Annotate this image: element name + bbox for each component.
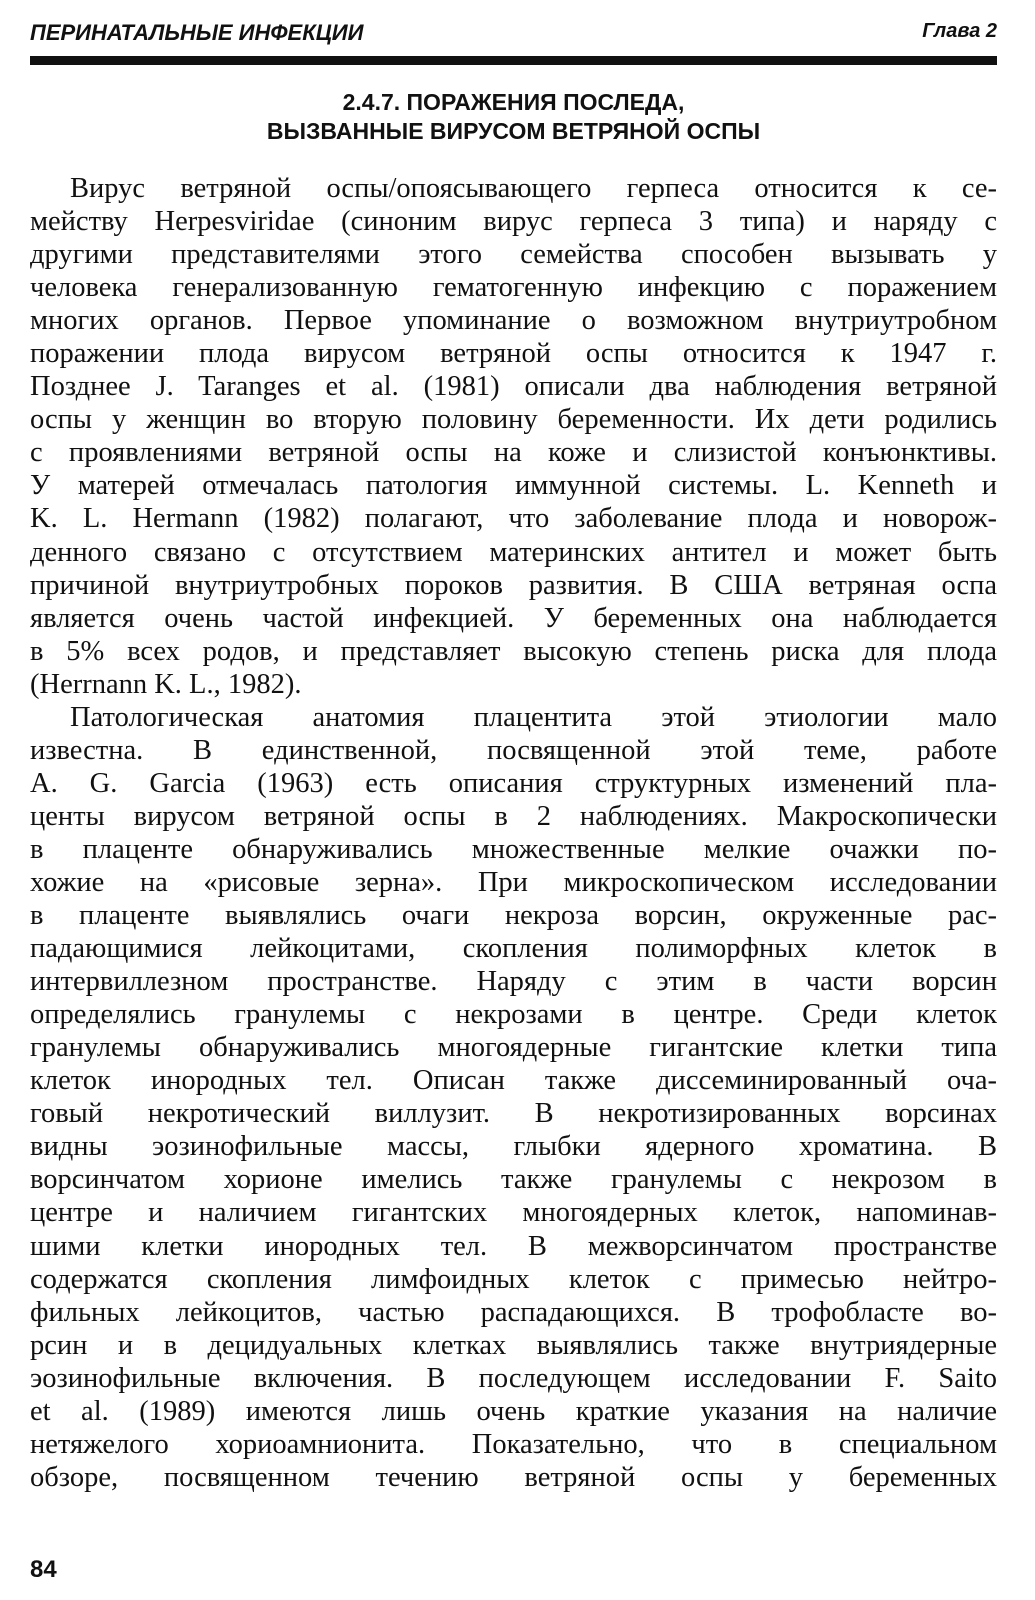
text-line: эозинофильные включения. В последующем исследовании F. Saito xyxy=(30,1362,997,1394)
text-line: с проявлениями ветряной оспы на коже и слизистой конъюнктивы. xyxy=(30,437,997,469)
text-line: является очень частой инфекцией. У беременных она наблюдается xyxy=(30,602,997,634)
text-line: (Herrnann K. L., 1982). xyxy=(30,668,302,700)
text-line: обзоре, посвященном течению ветряной оспы у беременных xyxy=(30,1461,997,1493)
text-line: A. G. Garcia (1963) есть описания структурных изменений пла- xyxy=(30,767,997,799)
text-line: центы вирусом ветряной оспы в 2 наблюдениях. Макроскопически xyxy=(30,800,997,832)
text-line: человека генерализованную гематогенную инфекцию с поражением xyxy=(30,272,997,304)
text-line: известна. В единственной, посвященной этой теме, работе xyxy=(30,734,997,766)
text-line: Позднее J. Taranges et al. (1981) описали два наблюдения ветряной xyxy=(30,371,997,403)
section-title xyxy=(30,88,997,146)
text-line: ворсинчатом хорионе имелись также гранулемы с некрозом в xyxy=(30,1164,997,1196)
text-line: в плаценте выявлялись очаги некроза ворсин, окруженные рас- xyxy=(30,900,997,932)
text-line: et al. (1989) имеются лишь очень краткие указания на наличие xyxy=(30,1395,997,1427)
section-title-line: 2.4.7. ПОРАЖЕНИЯ ПОСЛЕДА, xyxy=(342,89,685,115)
text-line: в плаценте обнаруживались множественные мелкие очажки по- xyxy=(30,833,997,865)
running-head-title: ПЕРИНАТАЛЬНЫЕ ИНФЕКЦИИ xyxy=(30,20,364,45)
text-line: фильных лейкоцитов, частью распадающихся. В трофобласте во- xyxy=(30,1296,997,1328)
header-rule xyxy=(30,56,997,65)
text-line: падающимися лейкоцитами, скопления полиморфных клеток в xyxy=(30,933,997,965)
chapter-label: Глава 2 xyxy=(922,20,997,42)
text-line: говый некротический виллузит. В некротизированных ворсинах xyxy=(30,1098,997,1130)
text-line: в 5% всех родов, и представляет высокую степень риска для плода xyxy=(30,635,997,667)
text-line: центре и наличием гигантских многоядерных клеток, напоминав- xyxy=(30,1197,997,1229)
text-line: шими клетки инородных тел. В межворсинчатом пространстве xyxy=(30,1230,997,1262)
text-line: нетяжелого хориоамнионита. Показательно, что в специальном xyxy=(30,1428,997,1460)
text-line: K. L. Hermann (1982) полагают, что заболевание плода и новорож- xyxy=(30,503,997,535)
text-line: интервиллезном пространстве. Наряду с этим в части ворсин xyxy=(30,966,997,998)
text-line: содержатся скопления лимфоидных клеток с примесью нейтро- xyxy=(30,1263,997,1295)
body-text xyxy=(30,172,997,1494)
text-line: гранулемы обнаруживались многоядерные гигантские клетки типа xyxy=(30,1032,997,1064)
text-line: хожие на «рисовые зерна». При микроскопическом исследовании xyxy=(30,866,997,898)
text-line: многих органов. Первое упоминание о возможном внутриутробном xyxy=(30,305,997,337)
text-line: мейству Herpesviridae (синоним вирус герпеса 3 типа) и наряду с xyxy=(30,206,997,238)
section-title-line: ВЫЗВАННЫЕ ВИРУСОМ ВЕТРЯНОЙ ОСПЫ xyxy=(266,118,761,144)
text-line: причиной внутриутробных пороков развития. В США ветряная оспа xyxy=(30,569,997,601)
text-line: другими представителями этого семейства способен вызывать у xyxy=(30,239,997,271)
text-line: определялись гранулемы с некрозами в центре. Среди клеток xyxy=(30,999,997,1031)
text-line: клеток инородных тел. Описан также диссеминированный оча- xyxy=(30,1065,997,1097)
text-line: оспы у женщин во вторую половину беременности. Их дети родились xyxy=(30,404,997,436)
text-line: видны эозинофильные массы, глыбки ядерного хроматина. В xyxy=(30,1131,997,1163)
page-number: 84 xyxy=(30,1556,57,1583)
text-line: Патологическая анатомия плацентита этой этиологии мало xyxy=(70,701,997,733)
text-line: У матерей отмечалась патология иммунной системы. L. Kenneth и xyxy=(30,470,997,502)
text-line: Вирус ветряной оспы/опоясывающего герпеса относится к се- xyxy=(70,173,997,204)
paragraph-1 xyxy=(30,172,997,701)
text-line: поражении плода вирусом ветряной оспы относится к 1947 г. xyxy=(30,338,997,370)
text-line: рсин и в децидуальных клетках выявлялись также внутриядерные xyxy=(30,1329,997,1361)
running-head xyxy=(30,20,997,50)
paragraph-2 xyxy=(30,701,997,1494)
text-line: денного связано с отсутствием материнских антител и может быть xyxy=(30,536,997,568)
